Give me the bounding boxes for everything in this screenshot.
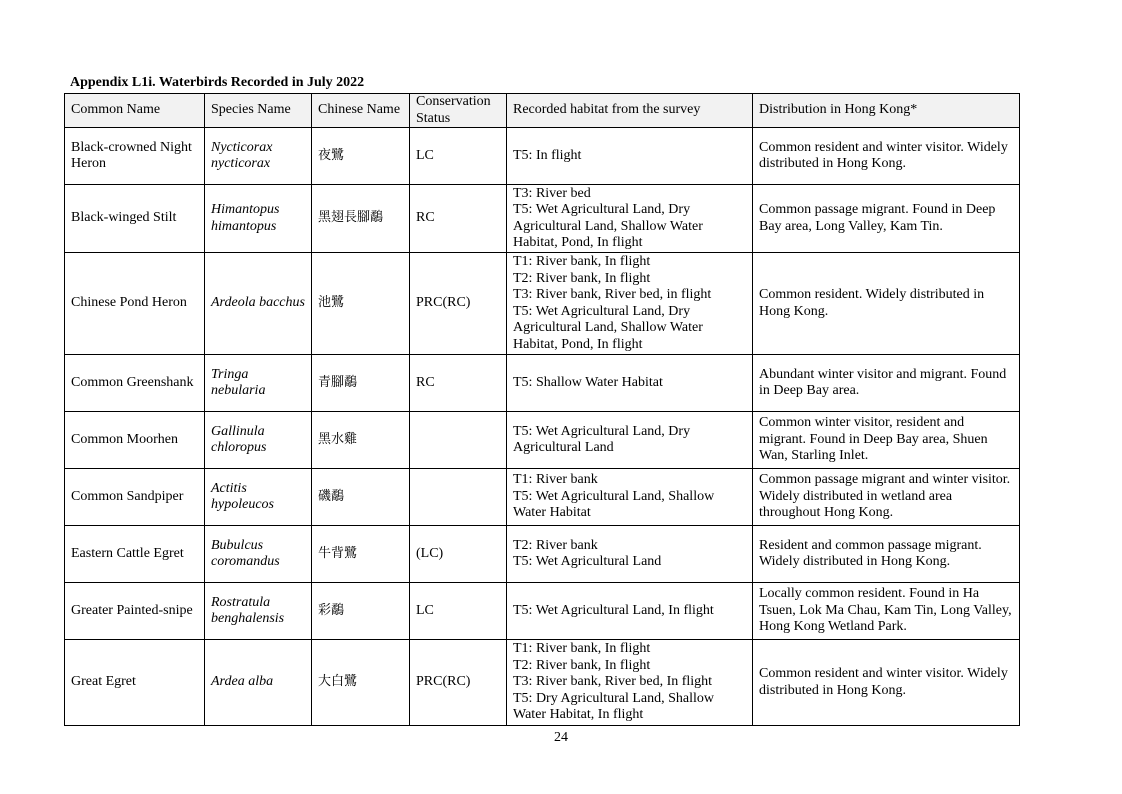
cell-conservation-status: RC [410,185,507,253]
cell-conservation-status: (LC) [410,526,507,583]
cell-common-name: Greater Painted-snipe [65,583,205,640]
cell-conservation-status [410,469,507,526]
header-species-name: Species Name [205,94,312,128]
cell-species-name: Ardeola bacchus [205,253,312,355]
cell-recorded-habitat: T5: Wet Agricultural Land, In flight [507,583,753,640]
cell-conservation-status: LC [410,128,507,185]
waterbirds-table [64,93,1020,726]
cell-chinese-name: 黑翅長腳鷸 [312,185,410,253]
table-row [65,469,1020,526]
page-number: 24 [554,730,568,745]
cell-distribution: Common passage migrant. Found in Deep Bay area, Long Valley, Kam Tin. [753,185,1020,253]
cell-recorded-habitat: T5: Shallow Water Habitat [507,355,753,412]
cell-chinese-name: 牛背鷺 [312,526,410,583]
table-row [65,355,1020,412]
table-row [65,253,1020,355]
cell-species-name: Ardea alba [205,640,312,726]
cell-species-name: Tringa nebularia [205,355,312,412]
cell-species-name: Rostratula benghalensis [205,583,312,640]
cell-common-name: Chinese Pond Heron [65,253,205,355]
cell-conservation-status: PRC(RC) [410,640,507,726]
cell-conservation-status [410,412,507,469]
cell-chinese-name: 大白鷺 [312,640,410,726]
cell-distribution: Common resident. Widely distributed in Hong Kong. [753,253,1020,355]
cell-distribution: Common passage migrant and winter visitor. Widely distributed in wetland area throughout Hong Kong. [753,469,1020,526]
table-row [65,526,1020,583]
header-recorded-habitat: Recorded habitat from the survey [507,94,753,128]
cell-distribution: Common resident and winter visitor. Widely distributed in Hong Kong. [753,128,1020,185]
cell-chinese-name: 青腳鷸 [312,355,410,412]
cell-common-name: Black-crowned Night Heron [65,128,205,185]
table-row [65,583,1020,640]
cell-chinese-name: 夜鷺 [312,128,410,185]
cell-common-name: Common Sandpiper [65,469,205,526]
table-row [65,128,1020,185]
table-row [65,412,1020,469]
header-distribution: Distribution in Hong Kong* [753,94,1020,128]
cell-recorded-habitat: T1: River bank, In flight T2: River bank, In flight T3: River bank, River bed, In flight T5: Dry Agricultural Land, Shallow Water Habitat, In flight [507,640,753,726]
cell-distribution: Abundant winter visitor and migrant. Found in Deep Bay area. [753,355,1020,412]
cell-chinese-name: 黑水雞 [312,412,410,469]
cell-species-name: Himantopus himantopus [205,185,312,253]
cell-conservation-status: RC [410,355,507,412]
header-common-name: Common Name [65,94,205,128]
cell-recorded-habitat: T5: In flight [507,128,753,185]
cell-common-name: Great Egret [65,640,205,726]
cell-common-name: Black-winged Stilt [65,185,205,253]
cell-species-name: Nycticorax nycticorax [205,128,312,185]
cell-distribution: Common resident and winter visitor. Widely distributed in Hong Kong. [753,640,1020,726]
cell-recorded-habitat: T3: River bed T5: Wet Agricultural Land, Dry Agricultural Land, Shallow Water Habitat, Pond, In flight [507,185,753,253]
header-chinese-name: Chinese Name [312,94,410,128]
table-header-row [65,94,1020,128]
cell-distribution: Resident and common passage migrant. Widely distributed in Hong Kong. [753,526,1020,583]
cell-recorded-habitat: T1: River bank, In flight T2: River bank, In flight T3: River bank, River bed, in flight T5: Wet Agricultural Land, Dry Agricultural Land, Shallow Water Habitat, Pond, In flight [507,253,753,355]
table-row [65,185,1020,253]
table-row [65,640,1020,726]
cell-distribution: Common winter visitor, resident and migrant. Found in Deep Bay area, Shuen Wan, Starling Inlet. [753,412,1020,469]
header-conservation-status: Conservation Status [410,94,507,128]
cell-chinese-name: 彩鷸 [312,583,410,640]
cell-recorded-habitat: T1: River bank T5: Wet Agricultural Land, Shallow Water Habitat [507,469,753,526]
cell-species-name: Bubulcus coromandus [205,526,312,583]
cell-recorded-habitat: T2: River bank T5: Wet Agricultural Land [507,526,753,583]
cell-chinese-name: 磯鷸 [312,469,410,526]
cell-common-name: Common Moorhen [65,412,205,469]
cell-species-name: Actitis hypoleucos [205,469,312,526]
cell-conservation-status: PRC(RC) [410,253,507,355]
cell-common-name: Eastern Cattle Egret [65,526,205,583]
table-caption: Appendix L1i. Waterbirds Recorded in July 2022 [70,75,365,90]
cell-conservation-status: LC [410,583,507,640]
cell-chinese-name: 池鷺 [312,253,410,355]
table-body [65,128,1020,726]
cell-recorded-habitat: T5: Wet Agricultural Land, Dry Agricultural Land [507,412,753,469]
cell-common-name: Common Greenshank [65,355,205,412]
cell-species-name: Gallinula chloropus [205,412,312,469]
cell-distribution: Locally common resident. Found in Ha Tsuen, Lok Ma Chau, Kam Tin, Long Valley, Hong Kong Wetland Park. [753,583,1020,640]
